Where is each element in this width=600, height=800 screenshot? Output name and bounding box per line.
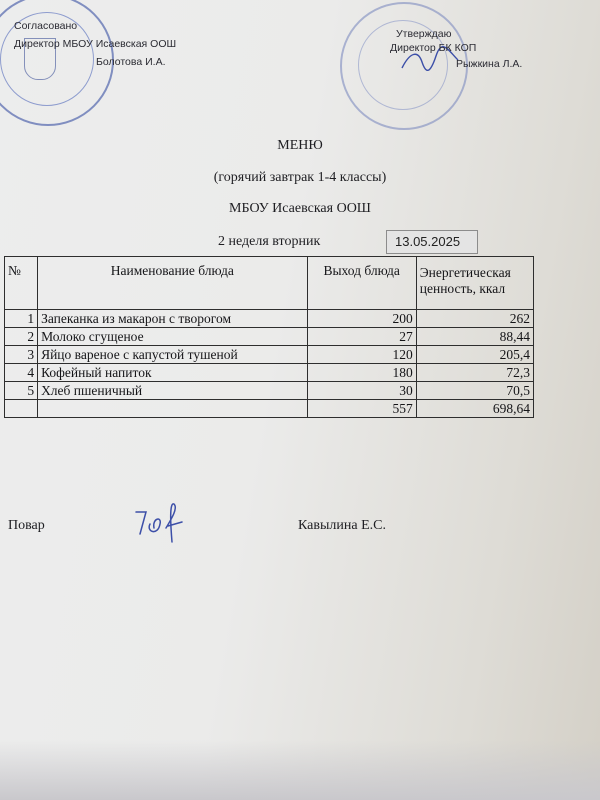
approval-right-line2: Директор БК КОП bbox=[390, 42, 477, 54]
dish-output: 27 bbox=[307, 328, 416, 346]
dish-energy: 262 bbox=[416, 310, 533, 328]
dish-energy: 70,5 bbox=[416, 382, 533, 400]
table-row bbox=[5, 310, 534, 328]
approval-left-line3: Болотова И.А. bbox=[96, 56, 166, 68]
approval-right-line3: Рыжкина Л.А. bbox=[456, 58, 523, 70]
photo-shadow bbox=[0, 740, 600, 800]
table-total-row bbox=[5, 400, 534, 418]
page-title: МЕНЮ bbox=[277, 138, 323, 153]
dish-name: Молоко сгущеное bbox=[38, 328, 308, 346]
dish-output: 30 bbox=[307, 382, 416, 400]
dish-name: Хлеб пшеничный bbox=[38, 382, 308, 400]
total-output: 557 bbox=[307, 400, 416, 418]
week-day-label: 2 неделя вторник bbox=[218, 234, 321, 249]
total-energy: 698,64 bbox=[416, 400, 533, 418]
dish-energy: 72,3 bbox=[416, 364, 533, 382]
approval-right-line1: Утверждаю bbox=[396, 28, 452, 40]
menu-date: 13.05.2025 bbox=[386, 230, 478, 254]
dish-name: Яйцо вареное с капустой тушеной bbox=[38, 346, 308, 364]
table-row bbox=[5, 328, 534, 346]
row-number: 5 bbox=[5, 382, 38, 400]
cook-name: Кавылина Е.С. bbox=[298, 518, 386, 533]
total-empty-name bbox=[38, 400, 308, 418]
dish-energy: 205,4 bbox=[416, 346, 533, 364]
table-row bbox=[5, 382, 534, 400]
row-number: 4 bbox=[5, 364, 38, 382]
cook-signature bbox=[132, 498, 202, 546]
menu-table bbox=[4, 256, 534, 418]
approval-left-line2: Директор МБОУ Исаевская ООШ bbox=[14, 38, 177, 50]
total-empty-number bbox=[5, 400, 38, 418]
column-header-energy: Энергетическая ценность, ккал bbox=[416, 257, 533, 310]
column-header-name: Наименование блюда bbox=[38, 257, 308, 310]
dish-output: 180 bbox=[307, 364, 416, 382]
approval-left-line1: Согласовано bbox=[14, 20, 78, 32]
dish-name: Кофейный напиток bbox=[38, 364, 308, 382]
table-row bbox=[5, 364, 534, 382]
column-header-output: Выход блюда bbox=[307, 257, 416, 310]
dish-output: 120 bbox=[307, 346, 416, 364]
page-subtitle: (горячий завтрак 1-4 классы) bbox=[213, 170, 387, 185]
dish-energy: 88,44 bbox=[416, 328, 533, 346]
column-header-number: № bbox=[5, 257, 38, 310]
row-number: 3 bbox=[5, 346, 38, 364]
dish-name: Запеканка из макарон с творогом bbox=[38, 310, 308, 328]
table-header-row bbox=[5, 257, 534, 310]
row-number: 1 bbox=[5, 310, 38, 328]
dish-output: 200 bbox=[307, 310, 416, 328]
cook-role: Повар bbox=[8, 518, 45, 533]
school-name: МБОУ Исаевская ООШ bbox=[229, 201, 371, 216]
table-row bbox=[5, 346, 534, 364]
row-number: 2 bbox=[5, 328, 38, 346]
